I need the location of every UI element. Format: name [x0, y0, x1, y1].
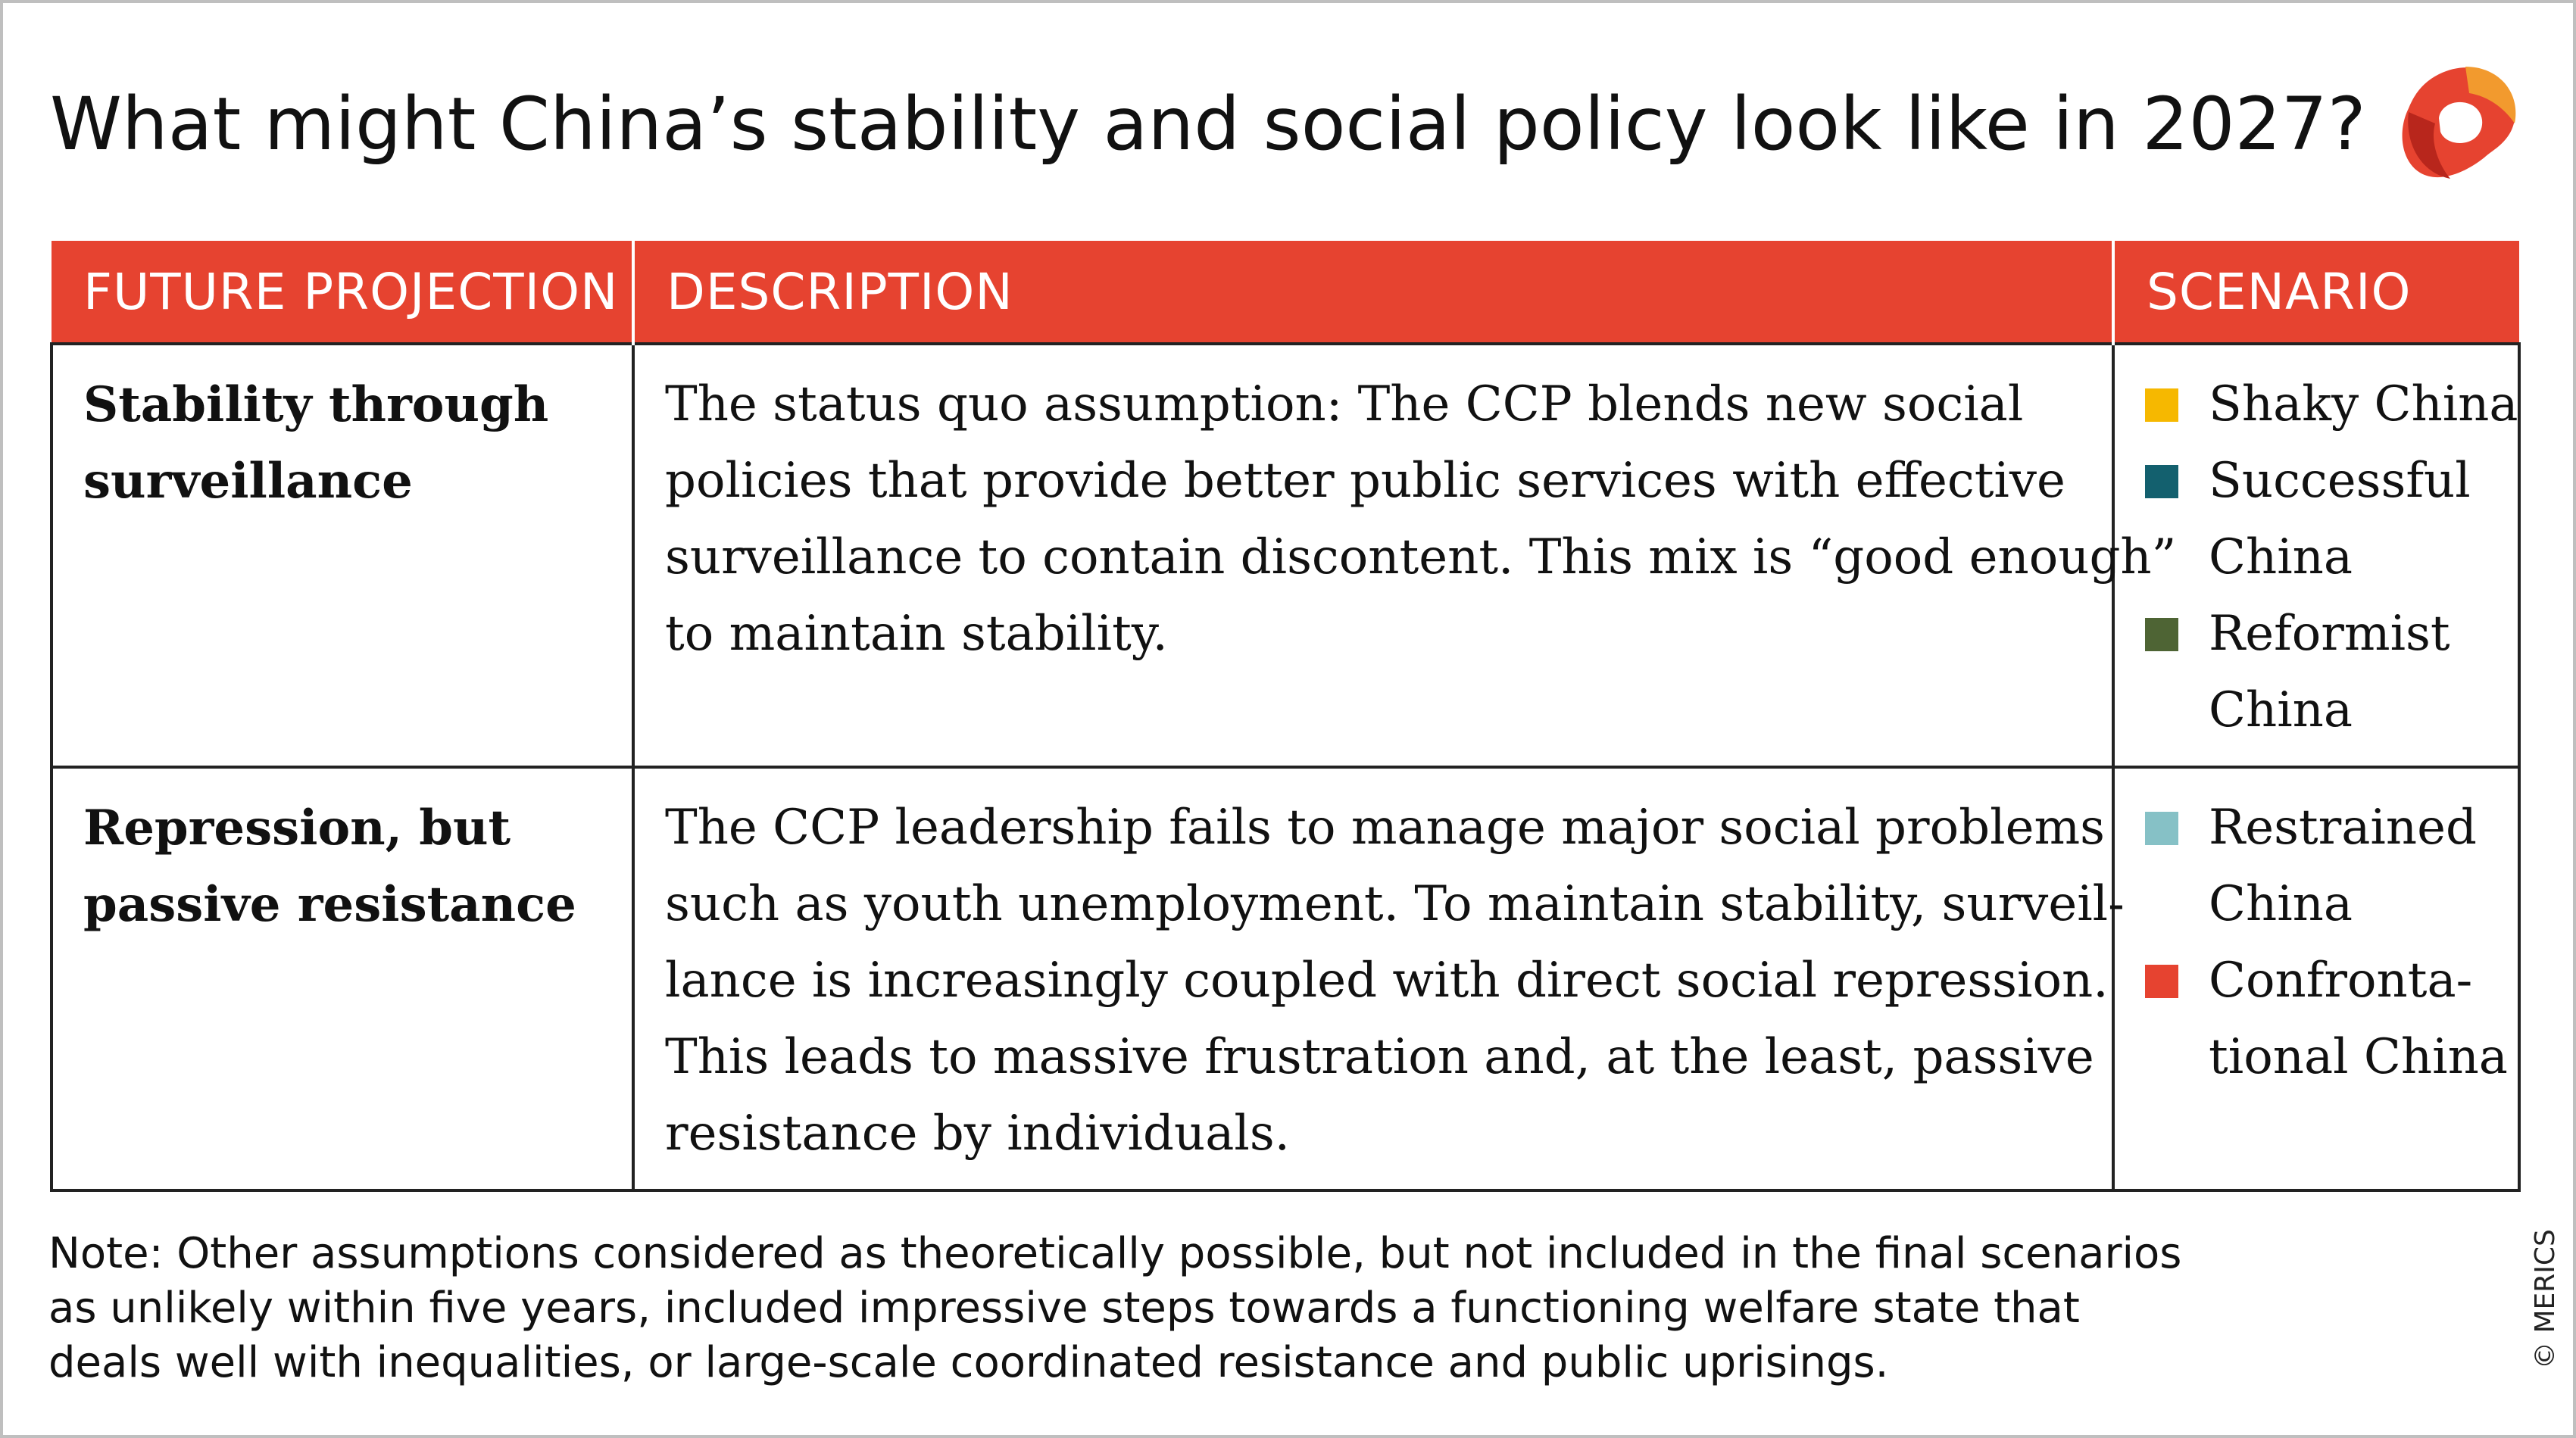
scenario-label: Shaky China: [2209, 376, 2518, 432]
scenario-item-successful-china: [2145, 443, 2492, 596]
scenario-item-confrontational-china: [2145, 943, 2508, 1096]
scenario-label: Successful: [2209, 453, 2471, 509]
shaky-swatch: [2145, 388, 2178, 422]
successful-swatch: [2145, 465, 2178, 498]
projection-cell: [52, 344, 633, 767]
scenario-label: tional China: [2209, 1029, 2508, 1085]
scenario-label: China: [2209, 529, 2353, 585]
header-future-projection: FUTURE PROJECTION: [52, 241, 633, 344]
scenario-item-shaky-china: [2145, 367, 2518, 443]
description-cell: [633, 767, 2125, 1190]
description-cell: [633, 344, 2177, 767]
page-title: What might China’s stability and social policy look like in 2027?: [50, 82, 2366, 167]
description-text: lance is increasingly coupled with direct social repression.: [665, 953, 2109, 1009]
header-scenario: SCENARIO: [2113, 241, 2519, 344]
table-header-row: [52, 241, 2519, 344]
merics-logo-icon: [2393, 59, 2522, 188]
description-text: policies that provide better public services with effective: [665, 453, 2065, 509]
projection-cell: [52, 767, 633, 1190]
footnote-line: deals well with inequalities, or large-scale coordinated resistance and public uprisings.: [48, 1338, 1889, 1387]
header-description: DESCRIPTION: [633, 241, 2113, 344]
footnote: [48, 1227, 2181, 1390]
description-text: surveillance to contain discontent. This mix is “good enough”: [665, 529, 2177, 585]
projection-text: surveillance: [83, 453, 413, 510]
reformist-swatch: [2145, 618, 2178, 651]
description-text: such as youth unemployment. To maintain stability, surveil-: [665, 876, 2125, 932]
restrained-swatch: [2145, 812, 2178, 845]
projection-text: passive resistance: [83, 876, 576, 933]
scenario-label: Reformist: [2209, 606, 2450, 662]
scenario-item-reformist-china: [2145, 596, 2492, 749]
confrontational-swatch: [2145, 965, 2178, 998]
projection-text: Repression, but: [83, 800, 511, 856]
description-text: This leads to massive frustration and, at the least, passive: [665, 1029, 2094, 1085]
scenario-cell: [2113, 767, 2519, 1190]
scenario-label: China: [2209, 876, 2353, 932]
projection-text: Stability through: [83, 376, 549, 433]
description-text: The CCP leadership fails to manage major social problems: [665, 800, 2105, 856]
scenario-label: China: [2209, 682, 2353, 738]
footnote-line: Note: Other assumptions considered as theoretically possible, but not included in the final scenarios: [48, 1229, 2182, 1278]
projection-table: [50, 241, 2518, 1162]
scenario-label: Restrained: [2209, 800, 2477, 856]
description-text: resistance by individuals.: [665, 1106, 1290, 1162]
copyright-credit: © MERICS: [2530, 1229, 2561, 1369]
description-text: The status quo assumption: The CCP blends new social: [665, 376, 2024, 432]
scenario-item-restrained-china: [2145, 790, 2492, 943]
description-text: to maintain stability.: [665, 606, 1168, 662]
footnote-line: as unlikely within five years, included impressive steps towards a functioning welfare state that: [48, 1284, 2080, 1333]
table-row: [52, 344, 2519, 767]
scenario-label: Confronta-: [2209, 953, 2473, 1009]
table-row: [52, 767, 2519, 1190]
